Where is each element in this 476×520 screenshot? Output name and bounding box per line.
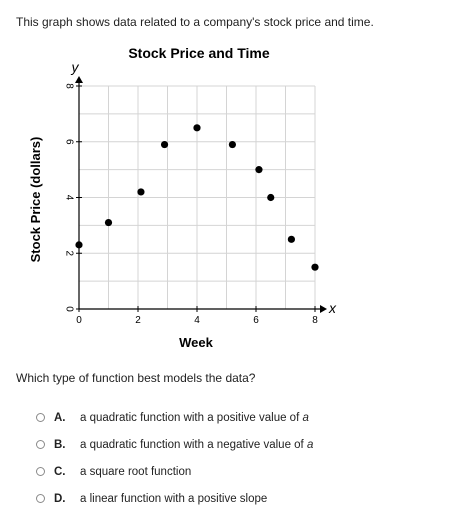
choice-c-letter: C. [54,465,66,478]
x-tick-label: 2 [135,315,141,326]
choice-a-letter: A. [54,411,66,424]
data-point [267,194,274,201]
data-point [161,141,168,148]
choice-a-label: a quadratic function with a positive value of [80,411,303,424]
radio-d-icon[interactable] [36,494,45,503]
choice-d-letter: D. [54,492,66,505]
y-tick-label: 2 [63,250,75,257]
x-tick-label: 4 [194,315,200,326]
y-tick-label: 0 [63,306,75,312]
answer-choices [36,404,456,512]
choice-c[interactable] [36,458,456,485]
choice-a-text [80,412,309,424]
x-axis-letter: x [329,300,336,316]
radio-c-icon[interactable] [36,467,45,476]
data-point [193,124,200,131]
data-point [105,219,112,226]
choice-b-letter: B. [54,438,66,451]
y-tick-label: 6 [63,138,75,145]
y-axis-label: Stock Price (dollars) [28,136,43,263]
choice-a-variable: a [302,411,309,424]
x-tick-label: 6 [253,315,259,326]
x-axis-arrow-icon [320,305,327,313]
data-point [311,264,318,271]
data-point [229,141,236,148]
y-axis-letter: y [71,59,79,75]
data-point [137,188,144,195]
data-point [75,241,82,248]
y-tick-label: 4 [63,194,75,201]
choice-a[interactable] [36,404,456,431]
choice-b-text [80,439,313,451]
question-text: Which type of function best models the data? [16,371,256,385]
choice-c-text: a square root function [80,465,192,478]
y-tick-label: 8 [63,83,75,89]
x-tick-label: 8 [312,315,318,326]
stock-price-chart [0,36,476,356]
radio-b-icon[interactable] [36,440,45,449]
choice-d-text: a linear function with a positive slope [80,492,268,505]
choice-b-variable: a [306,438,314,451]
x-axis-label: Week [179,335,213,350]
data-point [288,236,295,243]
chart-title: Stock Price and Time [128,45,270,61]
intro-text: This graph shows data related to a company's stock price and time. [16,15,374,29]
choice-b[interactable] [36,431,456,458]
radio-a-icon[interactable] [36,413,45,422]
choice-b-label: a quadratic function with a negative value of [80,438,307,451]
data-point [255,166,262,173]
y-axis-arrow-icon [75,76,83,83]
x-tick-label: 0 [76,315,82,326]
chart-svg [0,36,476,356]
choice-d[interactable] [36,485,456,512]
